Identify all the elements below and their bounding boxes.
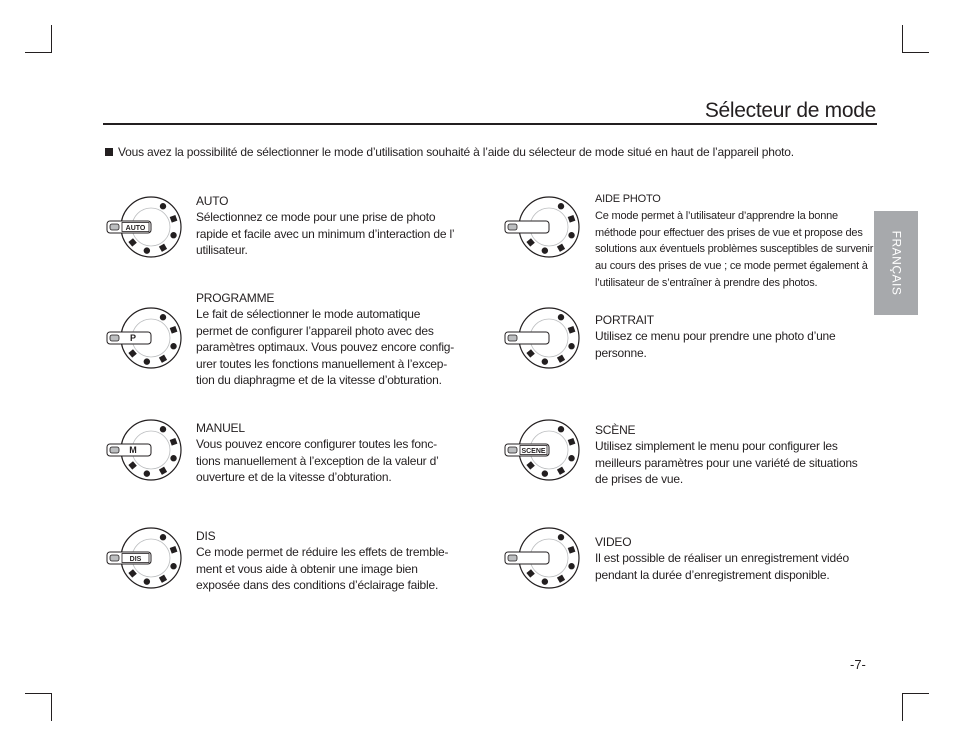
intro-paragraph	[105, 145, 885, 159]
svg-text:P: P	[129, 333, 137, 343]
mode-description: Utilisez simplement le menu pour configurer les meilleurs paramètres pour une variété de situations de prises de vue.	[595, 439, 858, 487]
mode-dial-programme-icon	[105, 303, 187, 373]
mode-name: DIS	[196, 529, 216, 543]
crop-mark-top-left-v	[51, 25, 52, 53]
crop-mark-bottom-left-v	[51, 693, 52, 721]
mode-description: Le fait de sélectionner le mode automatique permet de configurer l’appareil photo avec des paramètres optimaux. Vous pouvez encore config- urer toutes les fonctions manuellement à l’excep- tion du diaphragme et de la vitesse d’obturation.	[196, 307, 455, 388]
mode-name: SCÈNE	[595, 423, 636, 437]
svg-text:DIS: DIS	[129, 556, 142, 563]
svg-text:SCENE: SCENE	[521, 448, 546, 455]
mode-dial-manuel-icon	[105, 415, 187, 485]
mode-description: Ce mode permet à l’utilisateur d’apprendre la bonne méthode pour effectuer des prises de vue et propose des solutions aux éventuels problèmes susceptibles de survenir au cours des prises de vue ; ce mode permet également à l’utilisateur de s’entraîner à prendre des photos.	[595, 209, 874, 289]
mode-dial-dis-icon	[105, 523, 187, 593]
mode-name: PORTRAIT	[595, 313, 654, 327]
mode-description: Utilisez ce menu pour prendre une photo d’une personne.	[595, 329, 836, 360]
bullet-square-icon	[105, 148, 113, 156]
mode-description: Sélectionnez ce mode pour une prise de photo rapide et facile avec un minimum d’interaction de l’ utilisateur.	[196, 210, 455, 258]
crop-mark-top-right-h	[902, 52, 929, 53]
svg-text:AUTO: AUTO	[125, 225, 146, 232]
mode-dial-auto-icon	[105, 192, 187, 262]
mode-description: Ce mode permet de réduire les effets de tremble- ment et vous aide à obtenir une image bien exposée dans des conditions d’éclairage faible.	[196, 545, 449, 593]
crop-mark-bottom-right-h	[902, 693, 929, 694]
page-title: Sélecteur de mode	[704, 99, 876, 122]
mode-description: Vous pouvez encore configurer toutes les fonc- tions manuellement à l’exception de la valeur d’ ouverture et de la vitesse d’obturation.	[196, 437, 439, 485]
mode-name: MANUEL	[196, 421, 245, 435]
page-number: -7-	[850, 657, 866, 672]
crop-mark-bottom-right-v	[902, 693, 903, 721]
mode-dial-video-icon	[503, 523, 585, 593]
mode-dial-portrait-icon	[503, 303, 585, 373]
title-rule	[103, 123, 877, 125]
mode-name: AUTO	[196, 194, 229, 208]
mode-description: Il est possible de réaliser un enregistrement vidéo pendant la durée d’enregistrement disponible.	[595, 551, 849, 582]
mode-dial-scene-icon	[503, 415, 585, 485]
crop-mark-bottom-left-h	[25, 693, 52, 694]
language-tab	[874, 211, 918, 315]
mode-name: AIDE PHOTO	[595, 193, 661, 205]
crop-mark-top-right-v	[902, 25, 903, 53]
language-tab-label: FRANÇAIS	[889, 230, 903, 296]
crop-mark-top-left-h	[25, 52, 52, 53]
mode-dial-aide-photo-icon	[503, 192, 585, 262]
mode-name: PROGRAMME	[196, 291, 275, 305]
svg-text:M: M	[129, 445, 137, 455]
mode-name: VIDEO	[595, 535, 632, 549]
intro-text: Vous avez la possibilité de sélectionner le mode d’utilisation souhaité à l’aide du sélecteur de mode situé en haut de l’appareil photo.	[118, 145, 794, 159]
